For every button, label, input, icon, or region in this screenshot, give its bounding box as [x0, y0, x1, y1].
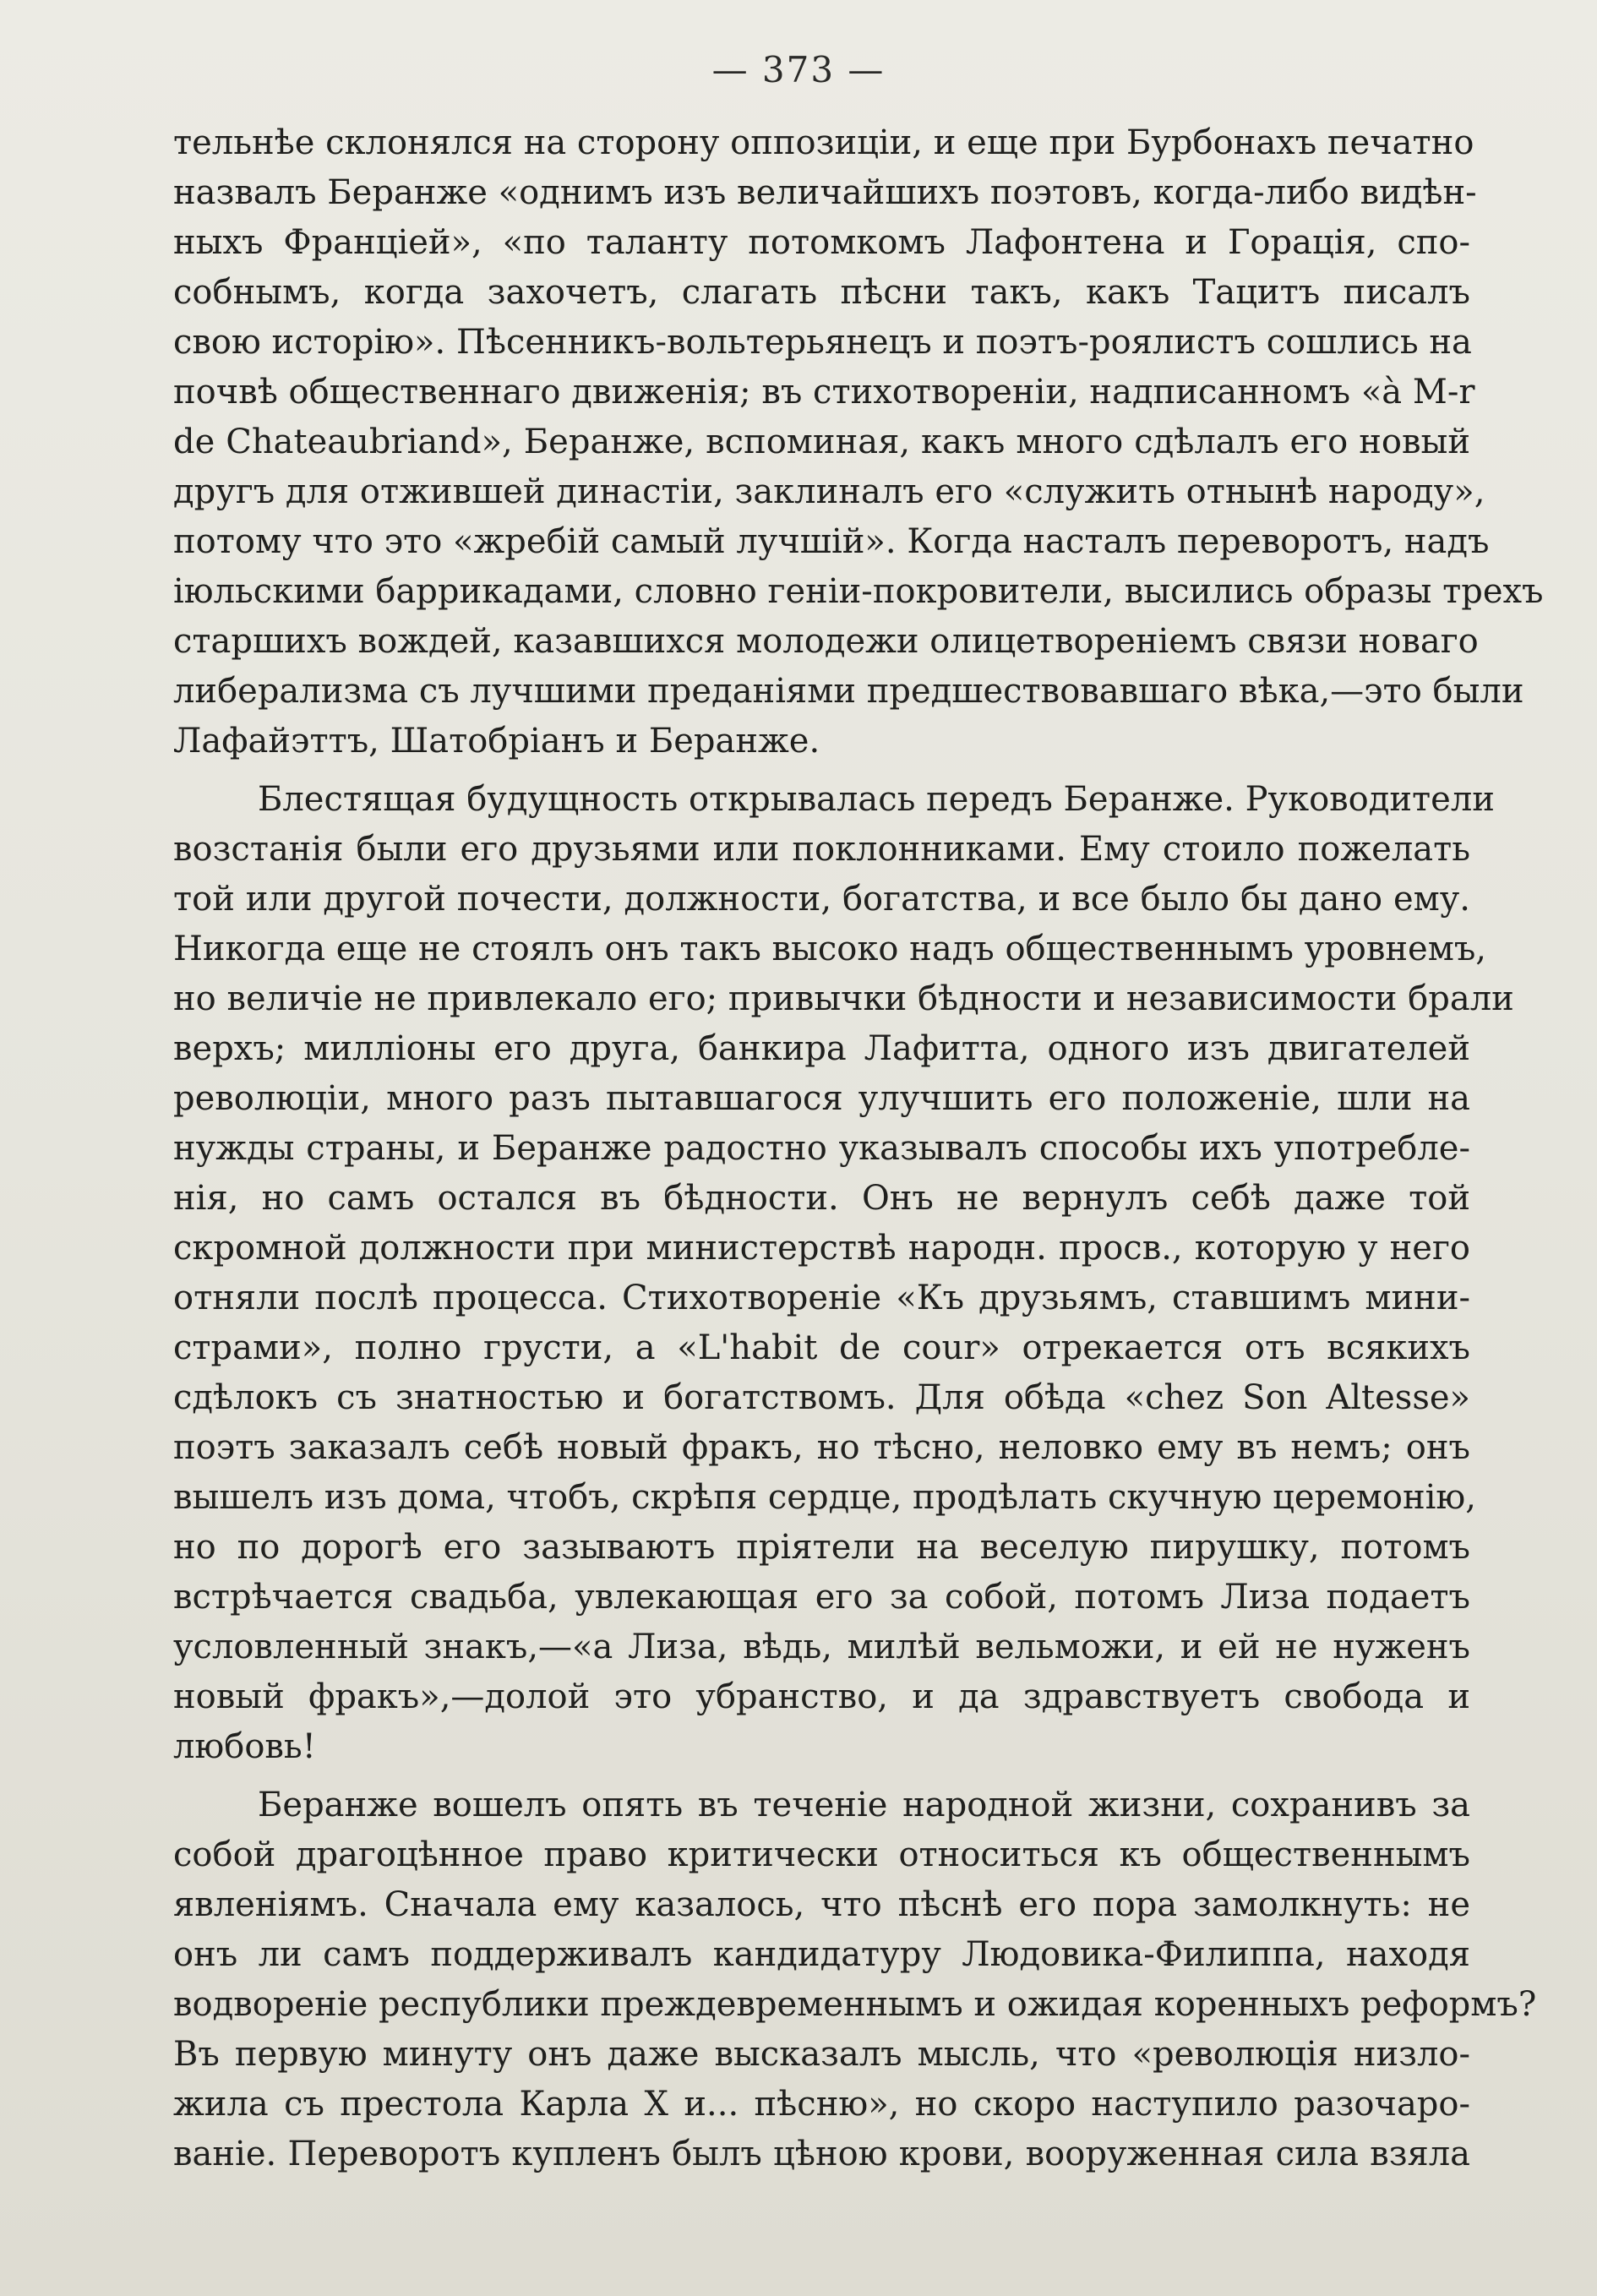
- text-line: Въ первую минуту онъ даже высказалъ мысль, что «революція низло-: [173, 2035, 1470, 2074]
- text-line: жила съ престола Карла X и... пѣсню», но скоро наступило разочаро-: [173, 2085, 1470, 2124]
- text-line: либерализма съ лучшими преданіями предшествовавшаго вѣка,—это были: [173, 672, 1524, 711]
- body-text: [173, 118, 1544, 2179]
- text-line: но величіе не привлекало его; привычки бѣдности и независимости брали: [173, 979, 1514, 1018]
- text-line: Блестящая будущность открывалась передъ Беранже. Руководители: [258, 780, 1495, 819]
- text-line: почвѣ общественнаго движенія; въ стихотвореніи, надписанномъ «à M-r: [173, 373, 1475, 412]
- text-line: той или другой почести, должности, богатства, и все было бы дано ему.: [173, 880, 1470, 919]
- text-line: собой драгоцѣнное право критически относиться къ общественнымъ: [173, 1835, 1470, 1874]
- paragraph: [173, 118, 1544, 766]
- text-line: назвалъ Беранже «однимъ изъ величайшихъ поэтовъ, когда-либо видѣн-: [173, 173, 1477, 212]
- text-line: свою исторію». Пѣсенникъ-вольтерьянецъ и поэтъ-роялистъ сошлись на: [173, 323, 1472, 362]
- paragraph: [173, 775, 1514, 1772]
- text-line: нія, но самъ остался въ бѣдности. Онъ не вернулъ себѣ даже той: [173, 1179, 1470, 1218]
- text-line: онъ ли самъ поддерживалъ кандидатуру Людовика-Филиппа, находя: [173, 1935, 1470, 1974]
- text-line: новый фракъ»,—долой это убранство, и да здравствуетъ свобода и: [173, 1677, 1470, 1716]
- text-line: старшихъ вождей, казавшихся молодежи олицетвореніемъ связи новаго: [173, 622, 1479, 661]
- paragraph: [173, 1781, 1537, 2179]
- text-line: водвореніе республики преждевременнымъ и ожидая коренныхъ реформъ?: [173, 1985, 1537, 2024]
- text-line: собнымъ, когда захочетъ, слагать пѣсни такъ, какъ Тацитъ писалъ: [173, 273, 1470, 312]
- text-line: потому что это «жребій самый лучшій». Когда насталъ переворотъ, надъ: [173, 522, 1490, 561]
- text-line: встрѣчается свадьба, увлекающая его за собой, потомъ Лиза подаетъ: [173, 1578, 1470, 1617]
- text-line: вышелъ изъ дома, чтобъ, скрѣпя сердце, продѣлать скучную церемонію,: [173, 1478, 1476, 1517]
- text-line: другъ для отжившей династіи, заклиналъ его «служить отнынѣ народу»,: [173, 472, 1485, 511]
- text-line: возстанія были его друзьями или поклонниками. Ему стоило пожелать: [173, 830, 1470, 869]
- text-line: ныхъ Франціей», «по таланту потомкомъ Лафонтена и Горація, спо-: [173, 223, 1470, 262]
- text-line: Беранже вошелъ опять въ теченіе народной жизни, сохранивъ за: [258, 1786, 1470, 1824]
- paragraph-gap: [173, 1772, 1470, 1781]
- text-line: нужды страны, и Беранже радостно указывалъ способы ихъ употребле-: [173, 1129, 1470, 1168]
- text-line: ваніе. Переворотъ купленъ былъ цѣною крови, вооруженная сила взяла: [173, 2135, 1470, 2173]
- text-line: de Chateaubriand», Беранже, вспоминая, какъ много сдѣлалъ его новый: [173, 423, 1470, 461]
- text-line: іюльскими баррикадами, словно геніи-покровители, высились образы трехъ: [173, 572, 1544, 611]
- text-line: тельнѣе склонялся на сторону оппозиціи, и еще при Бурбонахъ печатно: [173, 123, 1474, 162]
- text-line: поэтъ заказалъ себѣ новый фракъ, но тѣсно, неловко ему въ немъ; онъ: [173, 1428, 1470, 1467]
- text-line: Лафайэттъ, Шатобріанъ и Беранже.: [173, 722, 820, 761]
- page-number: — 373 —: [711, 49, 886, 90]
- text-line: верхъ; милліоны его друга, банкира Лафитта, одного изъ двигателей: [173, 1029, 1470, 1068]
- text-line: любовь!: [173, 1727, 316, 1766]
- text-line: явленіямъ. Сначала ему казалось, что пѣснѣ его пора замолкнуть: не: [173, 1885, 1470, 1924]
- text-line: но по дорогѣ его зазываютъ пріятели на веселую пирушку, потомъ: [173, 1528, 1470, 1567]
- paragraph-gap: [173, 766, 1470, 775]
- text-line: Никогда еще не стоялъ онъ такъ высоко надъ общественнымъ уровнемъ,: [173, 930, 1487, 968]
- text-line: сдѣлокъ съ знатностью и богатствомъ. Для обѣда «chez Son Altesse»: [173, 1378, 1470, 1417]
- text-line: скромной должности при министерствѣ народн. просв., которую у него: [173, 1229, 1470, 1268]
- text-line: условленный знакъ,—«а Лиза, вѣдь, милѣй вельможи, и ей не нуженъ: [173, 1628, 1470, 1666]
- text-line: страми», полно грусти, а «L'habit de cour» отрекается отъ всякихъ: [173, 1328, 1470, 1367]
- text-line: отняли послѣ процесса. Стихотвореніе «Къ друзьямъ, ставшимъ мини-: [173, 1279, 1470, 1317]
- text-line: революціи, много разъ пытавшагося улучшить его положеніе, шли на: [173, 1079, 1470, 1118]
